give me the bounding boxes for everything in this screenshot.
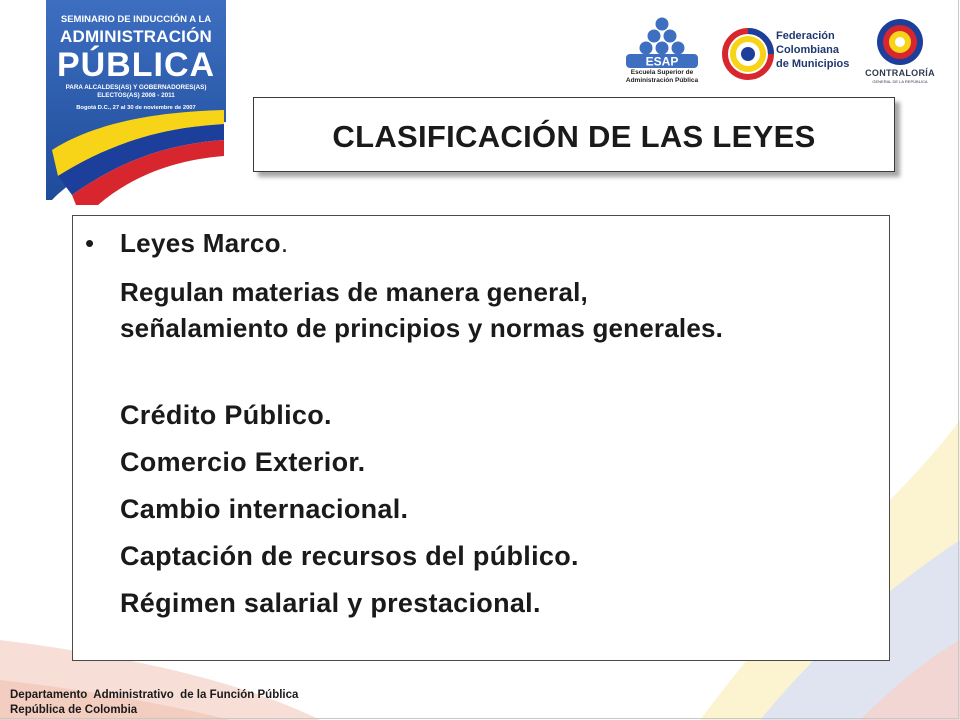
- list-item: Régimen salarial y prestacional.: [120, 588, 541, 618]
- list-item: Captación de recursos del público.: [120, 541, 579, 571]
- esap-acronym: ESAP: [645, 54, 679, 69]
- contraloria-name: CONTRALORÍA: [865, 68, 935, 78]
- esap-logo-text: [612, 69, 712, 85]
- footer: [10, 688, 298, 718]
- esap-pyramid-icon: [612, 15, 712, 71]
- footer-line2: República de Colombia: [10, 704, 138, 716]
- bullet-icon: •: [85, 228, 95, 258]
- seminar-logo-line1: SEMINARIO DE INDUCCIÓN A LA: [60, 14, 212, 25]
- seminar-logo-line3: PÚBLICA: [56, 46, 216, 84]
- bullet-heading: [120, 228, 288, 258]
- slide-title: CLASIFICACIÓN DE LAS LEYES: [332, 118, 816, 154]
- contraloria-logo: [856, 16, 946, 90]
- seminar-logo: [46, 0, 236, 205]
- fcm-logo-text: [776, 29, 849, 71]
- contraloria-emblem-icon: [856, 16, 944, 68]
- seminar-logo-line4: PARA ALCALDES(AS) Y GOBERNADORES(AS) ELECTOS(AS) 2008 - 2011: [65, 84, 207, 99]
- law-topics-list: [120, 392, 579, 627]
- bullet-item: [73, 226, 889, 260]
- fcm-logo-line3: de Municipios: [776, 58, 850, 70]
- fcm-logo-line1: Federación: [776, 30, 835, 42]
- seminar-logo-line2: ADMINISTRACIÓN: [59, 27, 212, 46]
- heading-suffix: .: [280, 228, 289, 258]
- footer-line1: Departamento Administrativo de la Función Pública: [10, 689, 299, 701]
- title-box: [253, 97, 895, 172]
- heading-text: Leyes Marco: [120, 228, 281, 258]
- fcm-spiral-icon: [722, 28, 774, 80]
- esap-logo-line2: Administración Pública: [625, 77, 699, 84]
- description-line1: Regulan materias de manera general,: [120, 277, 588, 307]
- contraloria-subtitle: GENERAL DE LA REPÚBLICA: [872, 79, 928, 84]
- fcm-logo: [722, 24, 852, 84]
- content-box: [72, 215, 890, 661]
- fcm-logo-line2: Colombiana: [776, 44, 839, 56]
- seminar-logo-line5: Bogotá D.C., 27 al 30 de noviembre de 2007: [76, 105, 196, 111]
- esap-logo-line1: Escuela Superior de: [630, 69, 694, 76]
- list-item: Cambio internacional.: [120, 494, 409, 524]
- list-item: Crédito Público.: [120, 400, 332, 430]
- esap-logo: [612, 15, 720, 95]
- description-line2: señalamiento de principios y normas generales.: [120, 313, 724, 343]
- description: [120, 274, 880, 346]
- list-item: Comercio Exterior.: [120, 447, 366, 477]
